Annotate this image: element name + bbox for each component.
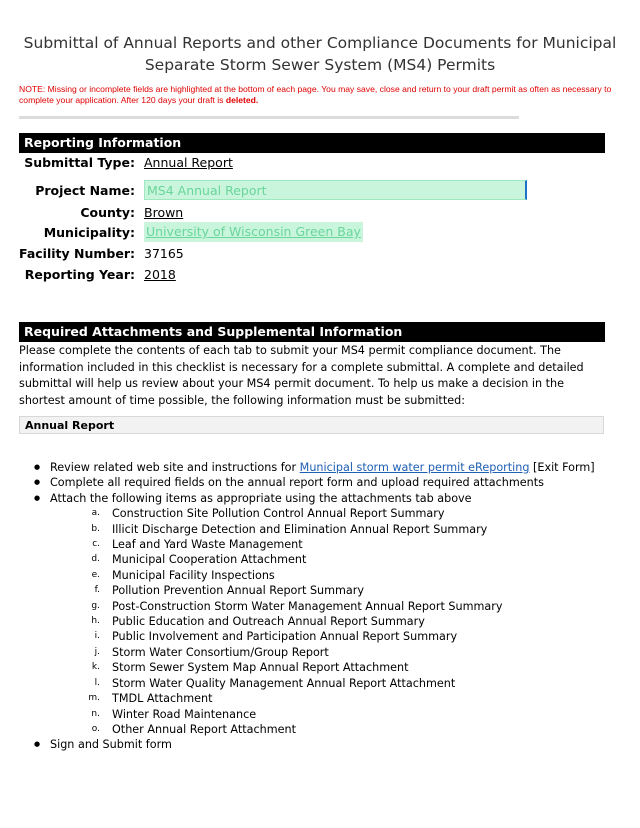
project-name-label: Project Name: [35, 182, 135, 198]
review-suffix: [Exit Form] [529, 461, 595, 474]
section-header-attachments: Required Attachments and Supplemental Information [19, 322, 605, 342]
attachment-item-text: Leaf and Yard Waste Management [112, 538, 303, 552]
attachment-item-marker: d. [91, 554, 100, 565]
attachment-item-text: Construction Site Pollution Control Annual Report Summary [112, 507, 445, 521]
checklist-item-attach [19, 491, 609, 738]
attachment-item [50, 645, 609, 660]
facility-number-value: 37165 [144, 245, 184, 261]
attachment-item [50, 707, 609, 722]
field-municipality [19, 221, 363, 243]
attachment-item-text: Winter Road Maintenance [112, 707, 257, 721]
note-bold: deleted. [225, 95, 259, 105]
tab-strip [19, 116, 519, 119]
attachment-item-marker: e. [91, 569, 100, 580]
title-line-2: Separate Storm Sewer System (MS4) Permits [144, 56, 496, 74]
attachment-item-text: TMDL Attachment [112, 692, 213, 706]
attachment-item [50, 660, 609, 675]
attachment-item-text: Illicit Discharge Detection and Elimination Annual Report Summary [112, 522, 488, 536]
attachment-item-marker: c. [92, 539, 100, 550]
note-text: NOTE: Missing or incomplete fields are highlighted at the bottom of each page. You may save, close and return to your draft permit as often as necessary to complete your application. After 120 days your draft is [19, 84, 612, 105]
attachment-item-text: Public Education and Outreach Annual Report Summary [112, 615, 425, 629]
attach-text: Attach the following items as appropriate using the attachments tab above [50, 491, 472, 505]
attachment-item-marker: j. [94, 646, 100, 657]
county-label: County: [80, 204, 135, 220]
attachment-list [50, 506, 609, 737]
attachment-item [50, 568, 609, 583]
attachment-item-marker: n. [91, 708, 100, 719]
attachment-item-marker: f. [94, 585, 100, 596]
checklist-item-review [19, 460, 609, 475]
review-prefix: Review related web site and instructions for [50, 461, 300, 474]
attachment-item-marker: l. [94, 677, 100, 688]
attachment-item-text: Municipal Cooperation Attachment [112, 553, 307, 567]
attachment-item [50, 629, 609, 644]
attachment-item [50, 522, 609, 537]
checklist-item-complete: ● Complete all required fields on the annual report form and upload required attachments [19, 475, 609, 490]
attachment-item-marker: h. [91, 616, 100, 627]
submittal-type-label: Submittal Type: [24, 154, 135, 170]
attachment-item-marker: b. [91, 523, 100, 534]
attachments-intro: Please complete the contents of each tab to submit your MS4 permit compliance document. The information included in this checklist is necessary for a complete submittal. A complete and detailed submittal will help us review about your MS4 permit document. To help us make a decision in the shortest amount of time possible, the following information must be submitted: [19, 344, 584, 407]
attachment-item [50, 722, 609, 737]
attachment-item [50, 676, 609, 691]
attachment-item-text: Other Annual Report Attachment [112, 722, 296, 736]
attachment-item [50, 599, 609, 614]
municipality-value[interactable]: University of Wisconsin Green Bay [144, 222, 363, 242]
checklist [19, 460, 609, 753]
annual-report-subheader: Annual Report [19, 416, 604, 434]
page-title [0, 32, 640, 76]
attachment-item-marker: m. [88, 693, 100, 704]
title-line-1: Submittal of Annual Reports and other Compliance Documents for Municipal [23, 34, 617, 52]
field-submittal-type [19, 151, 233, 173]
draft-note [19, 84, 619, 106]
facility-number-label: Facility Number: [19, 245, 135, 261]
attachment-item [50, 614, 609, 629]
reporting-year-label: Reporting Year: [24, 266, 135, 282]
attachment-item-text: Storm Water Consortium/Group Report [112, 645, 329, 659]
attachment-item-text: Post-Construction Storm Water Management Annual Report Summary [112, 599, 503, 613]
county-value: Brown [144, 204, 184, 220]
attachment-item [50, 691, 609, 706]
attachment-item [50, 537, 609, 552]
attachment-item-marker: k. [91, 662, 100, 673]
field-reporting-year [19, 263, 176, 285]
attachment-item [50, 583, 609, 598]
checklist-item-sign: ● Sign and Submit form [19, 737, 609, 752]
ereporting-link[interactable]: Municipal storm water permit eReporting [299, 461, 530, 474]
attachment-item-text: Storm Water Quality Management Annual Report Attachment [112, 676, 456, 690]
attachment-item-marker: a. [91, 508, 100, 519]
field-project-name [19, 179, 527, 201]
attachment-item-marker: o. [91, 723, 100, 734]
attachment-item-text: Public Involvement and Participation Annual Report Summary [112, 630, 458, 644]
attachment-item [50, 506, 609, 521]
municipality-label: Municipality: [43, 224, 135, 240]
section-header-reporting: Reporting Information [19, 133, 605, 153]
attachment-item [50, 552, 609, 567]
reporting-year-value: 2018 [144, 266, 176, 282]
field-facility-number [19, 242, 184, 264]
project-name-input[interactable]: MS4 Annual Report [144, 180, 527, 200]
attachment-item-text: Municipal Facility Inspections [112, 568, 275, 582]
attachment-item-text: Pollution Prevention Annual Report Summary [112, 584, 365, 598]
attachment-item-marker: i. [94, 631, 100, 642]
submittal-type-value: Annual Report [144, 154, 233, 170]
attachment-item-marker: g. [91, 600, 100, 611]
field-county [19, 201, 183, 223]
attachment-item-text: Storm Sewer System Map Annual Report Attachment [112, 661, 409, 675]
